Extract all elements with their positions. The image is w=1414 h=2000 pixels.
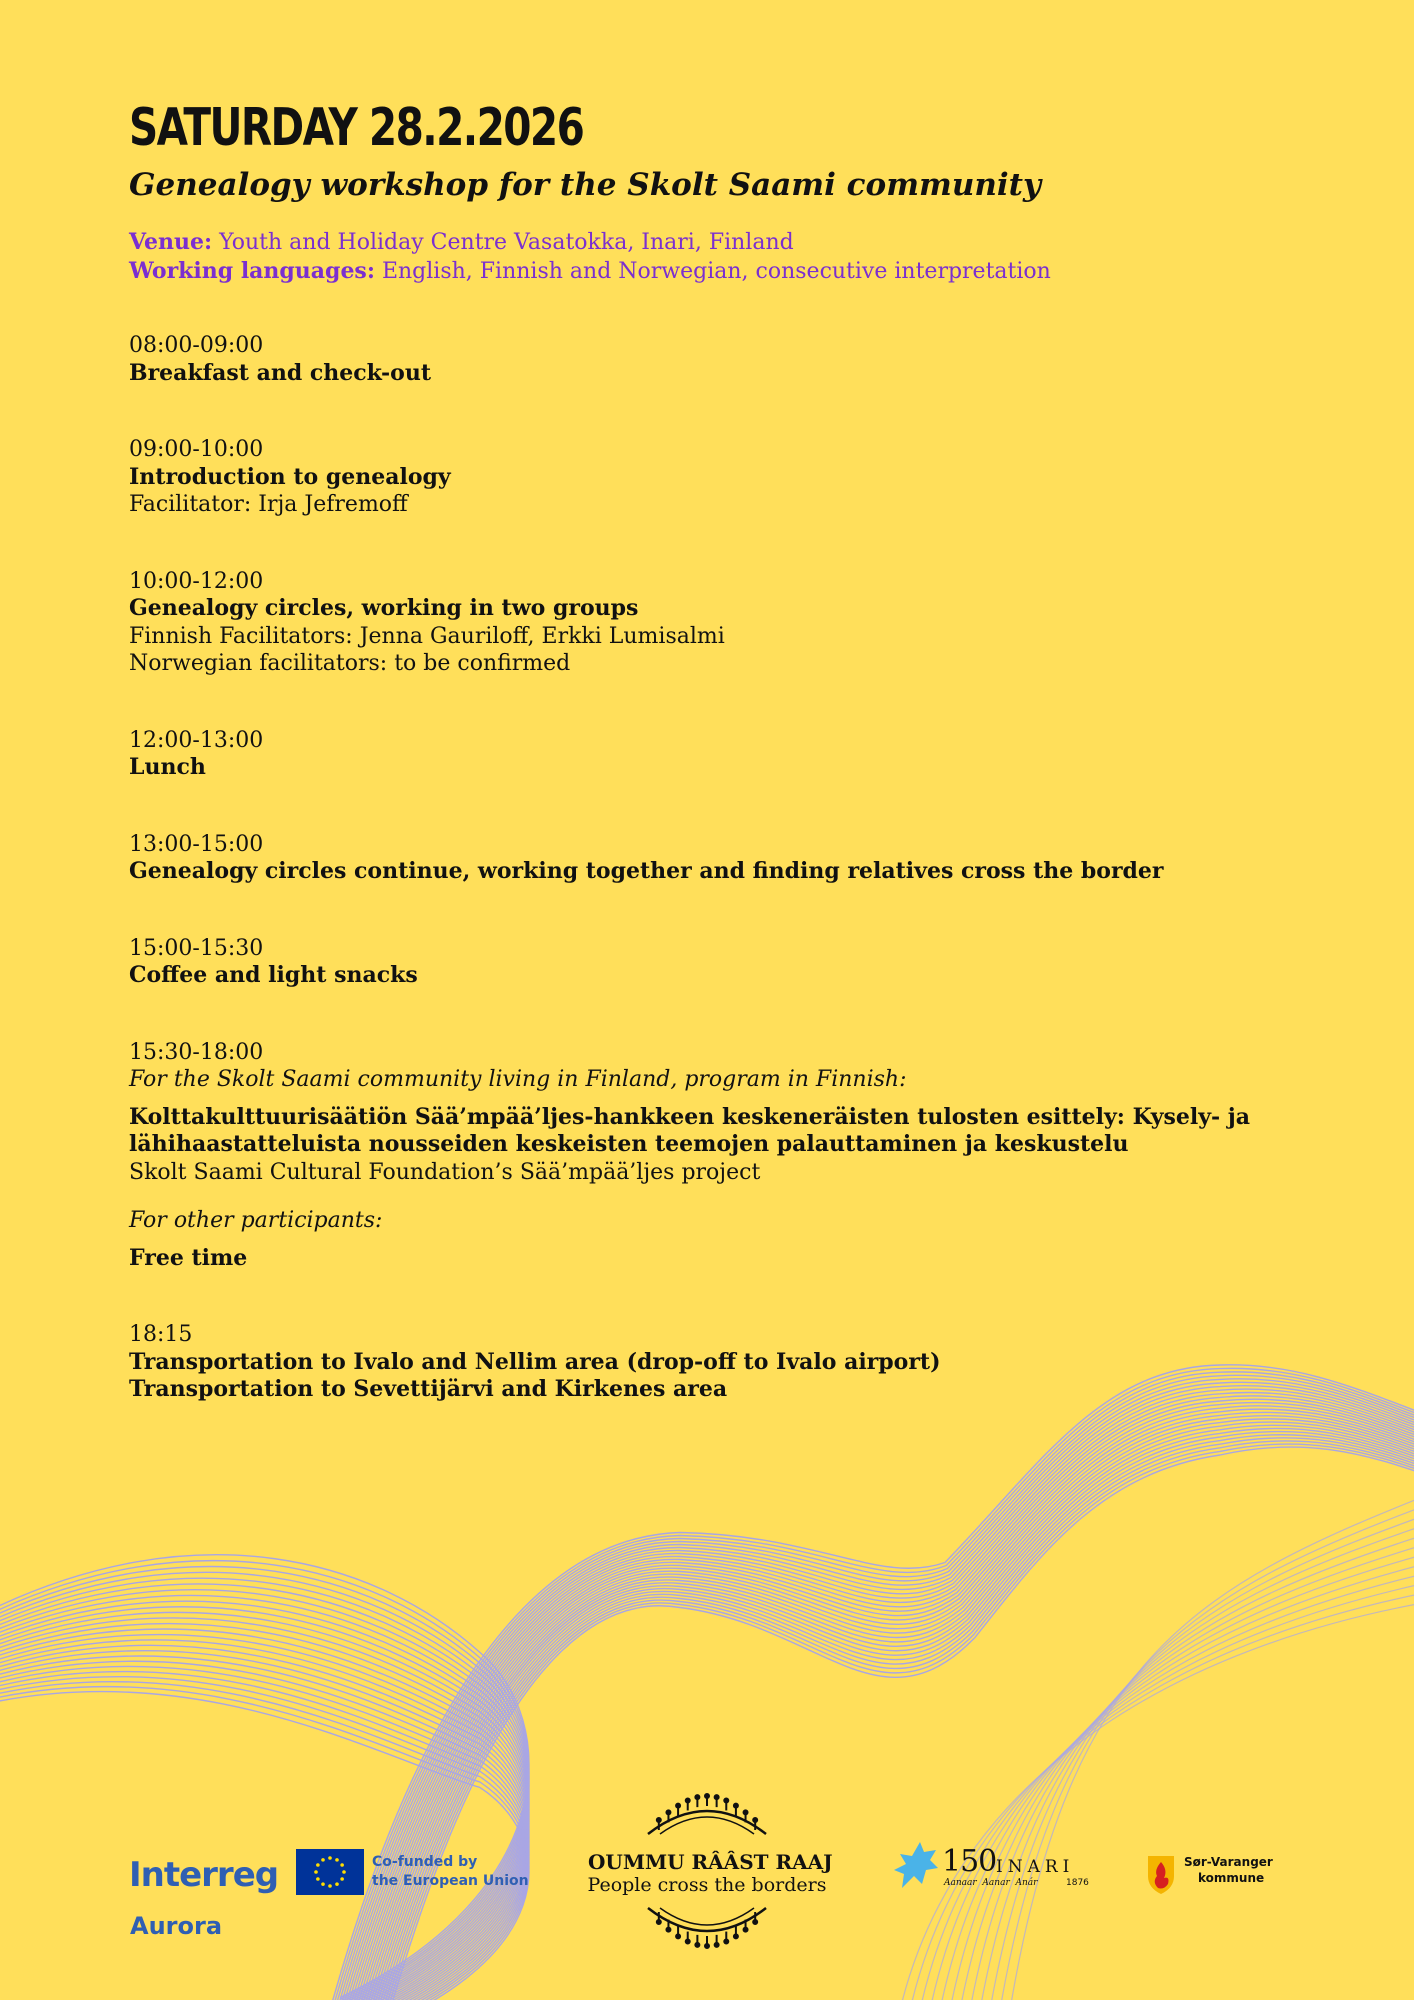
venue-value: Youth and Holiday Centre Vasatokka, Inari, Finland: [219, 230, 794, 255]
page-title: SATURDAY 28.2.2026: [129, 98, 584, 158]
interreg-wordmark: Interreg: [129, 1855, 279, 1895]
schedule-title: Lunch: [129, 754, 206, 780]
schedule-time: 13:00-15:00: [129, 831, 264, 857]
other-participants-title: Free time: [129, 1244, 248, 1271]
other-participants-intro: For other participants:: [129, 1208, 383, 1233]
project-tagline: People cross the borders: [587, 1874, 827, 1896]
languages-label: Working languages:: [129, 258, 375, 284]
sun-ornament-icon: [644, 1790, 770, 1836]
inari-subtitle: Aanaar Aanar Anár: [944, 1878, 1038, 1888]
sor-varanger-line2: kommune: [1198, 1871, 1265, 1885]
schedule-title: Coffee and light snacks: [129, 962, 418, 988]
finnish-program-title: Kolttakulttuurisäätiön Sää’mpää’ljes-hankkeen keskeneräisten tulosten esittely: Kysely- ja: [129, 1103, 1251, 1130]
inari-year: 1876: [1066, 1878, 1089, 1888]
inari-lake-icon: [892, 1840, 942, 1892]
eu-cofunded-line1: Co-funded by: [372, 1854, 478, 1870]
finnish-program-title-cont: lähihaastatteluista nousseiden keskeisten teemojen palauttaminen ja keskustelu: [129, 1131, 1129, 1157]
page-subtitle: Genealogy workshop for the Skolt Saami community: [129, 167, 1042, 203]
sor-varanger-crest-icon: [1146, 1854, 1176, 1896]
schedule-title: Genealogy circles continue, working together and finding relatives cross the border: [129, 858, 1164, 884]
sor-varanger-line1: Sør-Varanger: [1184, 1855, 1273, 1869]
finnish-program-detail: Skolt Saami Cultural Foundation’s Sää’mpää’ljes project: [129, 1159, 761, 1185]
schedule-time: 15:30-18:00: [129, 1039, 264, 1065]
eu-cofunded-line2: the European Union: [372, 1873, 529, 1889]
finnish-program-intro: For the Skolt Saami community living in Finland, program in Finnish:: [129, 1067, 907, 1092]
schedule-time: 15:00-15:30: [129, 935, 264, 961]
project-name: OUMMU RÂÂST RAAJ: [588, 1850, 833, 1874]
eu-flag-icon: [296, 1849, 364, 1895]
schedule-time: 18:15: [129, 1322, 193, 1347]
sun-ornament-bottom-icon: [644, 1906, 770, 1952]
schedule-time: 10:00-12:00: [129, 568, 264, 594]
schedule-title: Transportation to Ivalo and Nellim area (drop-off to Ivalo airport): [129, 1348, 941, 1375]
inari-name: INARI: [996, 1857, 1075, 1877]
schedule-title: Genealogy circles, working in two groups: [129, 595, 639, 621]
languages-value: English, Finnish and Norwegian, consecutive interpretation: [381, 259, 1051, 284]
schedule-detail: Norwegian facilitators: to be confirmed: [129, 651, 571, 676]
schedule-title-2: Transportation to Sevettijärvi and Kirkenes area: [129, 1376, 728, 1402]
schedule-title: Breakfast and check-out: [129, 359, 431, 386]
aurora-wordmark: Aurora: [130, 1912, 223, 1940]
schedule-detail: Facilitator: Irja Jefremoff: [129, 492, 408, 517]
inari-150-number: 150: [942, 1844, 997, 1879]
schedule-detail: Finnish Facilitators: Jenna Gauriloff, Erkki Lumisalmi: [129, 623, 725, 649]
venue-label: Venue:: [129, 229, 213, 255]
schedule-time: 12:00-13:00: [129, 727, 264, 753]
schedule-title: Introduction to genealogy: [129, 463, 451, 490]
schedule-time: 09:00-10:00: [129, 437, 264, 462]
schedule-time: 08:00-09:00: [129, 333, 264, 358]
